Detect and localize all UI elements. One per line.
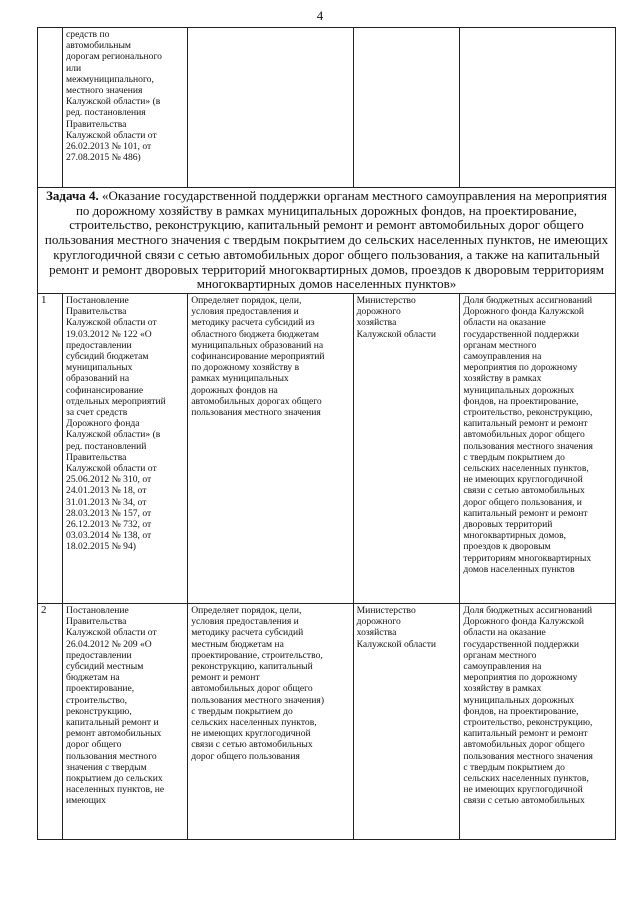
executor-cell: Министерство дорожного хозяйства Калужской области bbox=[353, 603, 460, 839]
task-prefix: Задача 4. bbox=[46, 188, 99, 203]
executor-cell: Министерство дорожного хозяйства Калужской области bbox=[353, 293, 460, 603]
executor-cell bbox=[353, 28, 460, 188]
document-cell: Постановление Правительства Калужской области от 26.04.2012 № 209 «О предоставлении субсидий местным бюджетам на проектирование, строительство, реконструкцию, капитальный ремонт и ремонт автомобильных дорог общего пользования местного значения с твердым покрытием до сельских населенных пунктов, не имеющих bbox=[63, 603, 188, 839]
row-number: 1 bbox=[38, 293, 63, 603]
table-row-continued bbox=[38, 28, 616, 188]
document-cell: средств по автомобильным дорогам регионального или межмуниципального, местного значения Калужской области» (в ред. постановления Правительства Калужской области от 26.02.2013 № 101, от 27.08.2015 № 486) bbox=[63, 28, 188, 188]
table-row bbox=[38, 293, 616, 603]
purpose-cell: Определяет порядок, цели, условия предоставления и методику расчета субсидий из областного бюджета бюджетам муниципальных образований на софинансирование мероприятий по дорожному хозяйству в рамках муниципальных дорожных фондов на автомобильных дорогах общего пользования местного значения bbox=[188, 293, 353, 603]
task-text: «Оказание государственной поддержки органам местного самоуправления на мероприятия по дорожному хозяйству в рамках муниципальных дорожных фондов, на проектирование, строительство, реконструкцию, капитальный ремонт и ремонт автомобильных дорог общего пользования местного значения с твердым покрытием до сельских населенных пунктов, не имеющих круглогодичной связи с сетью автомобильных дорог общего пользования, а также на капитальный ремонт и ремонт дворовых территорий многоквартирных домов, проездов к дворовым территориям многоквартирных домов населенных пунктов» bbox=[44, 188, 609, 292]
indicator-cell: Доля бюджетных ассигнований Дорожного фонда Калужской области на оказание государственной поддержки органам местного самоуправления на мероприятия по дорожному хозяйству в рамках муниципальных дорожных фондов, на проектирование, строительство, реконструкцию, капитальный ремонт и ремонт автомобильных дорог общего пользования местного значения с твердым покрытием до сельских населенных пунктов, не имеющих круглогодичной связи с сетью автомобильных bbox=[460, 603, 616, 839]
indicator-cell bbox=[460, 28, 616, 188]
document-cell: Постановление Правительства Калужской области от 19.03.2012 № 122 «О предоставлении субсидий бюджетам муниципальных образований на софинансирование отдельных мероприятий за счет средств Дорожного фонда Калужской области» (в ред. постановлений Правительства Калужской области от 25.06.2012 № 310, от 24.01.2013 № 18, от 31.01.2013 № 34, от 28.03.2013 № 157, от 26.12.2013 № 732, от 03.03.2014 № 138, от 18.02.2015 № 94) bbox=[63, 293, 188, 603]
row-number: 2 bbox=[38, 603, 63, 839]
task-heading bbox=[38, 188, 616, 294]
table-row bbox=[38, 603, 616, 839]
page-number: 4 bbox=[316, 8, 324, 23]
indicator-cell: Доля бюджетных ассигнований Дорожного фонда Калужской области на оказание государственной поддержки органам местного самоуправления на мероприятия по дорожному хозяйству в рамках муниципальных дорожных фондов, на проектирование, строительство, реконструкцию, капитальный ремонт и ремонт автомобильных дорог общего пользования местного значения с твердым покрытием до сельских населенных пунктов, не имеющих круглогодичной связи с сетью автомобильных дорог общего пользования, и капитальный ремонт и ремонт дворовых территорий многоквартирных домов, проездов к дворовым территориям многоквартирных домов населенных пунктов bbox=[460, 293, 616, 603]
purpose-cell: Определяет порядок, цели, условия предоставления и методику расчета субсидий местным бюджетам на проектирование, строительство, реконструкцию, капитальный ремонт и ремонт автомобильных дорог общего пользования местного значения) с твердым покрытием до сельских населенных пунктов, не имеющих круглогодичной связи с сетью автомобильных дорог общего пользования bbox=[188, 603, 353, 839]
purpose-cell bbox=[188, 28, 353, 188]
num-cell bbox=[38, 28, 63, 188]
program-table bbox=[37, 27, 616, 840]
task-heading-row bbox=[38, 188, 616, 294]
